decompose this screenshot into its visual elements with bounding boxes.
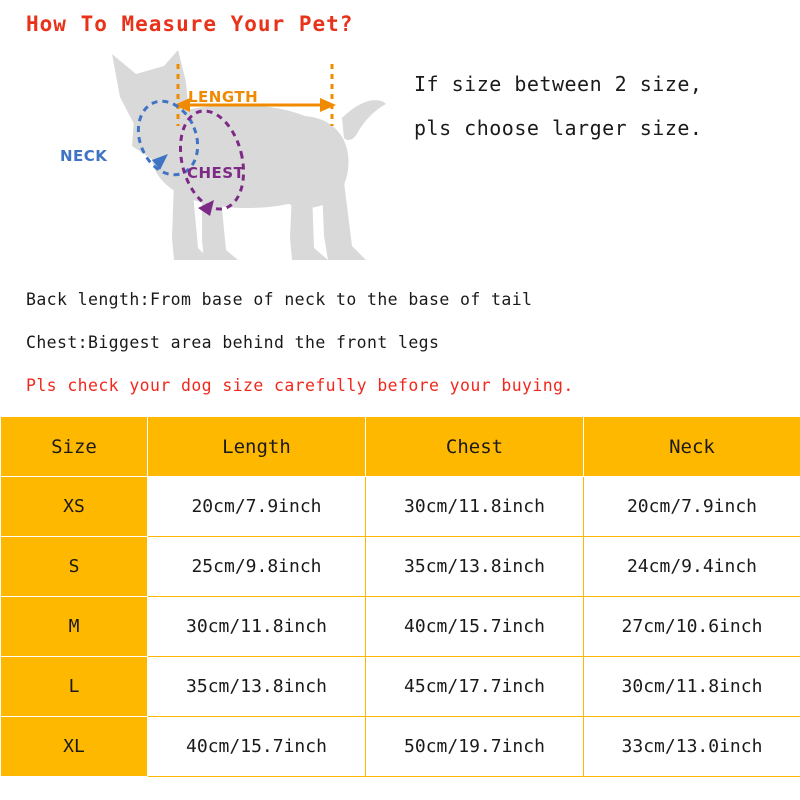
cell-length: 40cm/15.7inch xyxy=(148,717,366,777)
neck-label: NECK xyxy=(60,147,108,165)
table-row xyxy=(1,717,800,777)
cell-chest: 30cm/11.8inch xyxy=(366,477,584,537)
cell-length: 20cm/7.9inch xyxy=(148,477,366,537)
column-header-length: Length xyxy=(148,417,366,477)
dog-measurement-diagram xyxy=(60,42,390,272)
column-header-neck: Neck xyxy=(584,417,800,477)
cell-neck: 30cm/11.8inch xyxy=(584,657,800,717)
cell-size: S xyxy=(1,537,148,597)
cell-neck: 20cm/7.9inch xyxy=(584,477,800,537)
table-row xyxy=(1,537,800,597)
table-row xyxy=(1,477,800,537)
cell-size: M xyxy=(1,597,148,657)
cell-neck: 27cm/10.6inch xyxy=(584,597,800,657)
cell-size: L xyxy=(1,657,148,717)
cell-size: XL xyxy=(1,717,148,777)
cell-size: XS xyxy=(1,477,148,537)
cell-length: 30cm/11.8inch xyxy=(148,597,366,657)
size-table xyxy=(0,416,800,777)
size-note-line-2: pls choose larger size. xyxy=(414,116,703,140)
cell-chest: 45cm/17.7inch xyxy=(366,657,584,717)
cell-length: 25cm/9.8inch xyxy=(148,537,366,597)
size-warning-text: Pls check your dog size carefully before your buying. xyxy=(26,376,574,395)
size-note xyxy=(414,62,794,150)
length-label: LENGTH xyxy=(188,88,259,106)
cell-neck: 33cm/13.0inch xyxy=(584,717,800,777)
column-header-size: Size xyxy=(1,417,148,477)
cell-length: 35cm/13.8inch xyxy=(148,657,366,717)
dog-silhouette-icon xyxy=(60,42,390,272)
cell-neck: 24cm/9.4inch xyxy=(584,537,800,597)
table-row xyxy=(1,597,800,657)
page-title: How To Measure Your Pet? xyxy=(26,12,354,36)
cell-chest: 50cm/19.7inch xyxy=(366,717,584,777)
column-header-chest: Chest xyxy=(366,417,584,477)
chest-label: CHEST xyxy=(187,164,245,182)
table-header-row xyxy=(1,417,800,477)
back-length-description: Back length:From base of neck to the base of tail xyxy=(26,290,533,309)
cell-chest: 40cm/15.7inch xyxy=(366,597,584,657)
size-note-line-1: If size between 2 size, xyxy=(414,72,703,96)
cell-chest: 35cm/13.8inch xyxy=(366,537,584,597)
table-row xyxy=(1,657,800,717)
chest-description: Chest:Biggest area behind the front legs xyxy=(26,333,440,352)
